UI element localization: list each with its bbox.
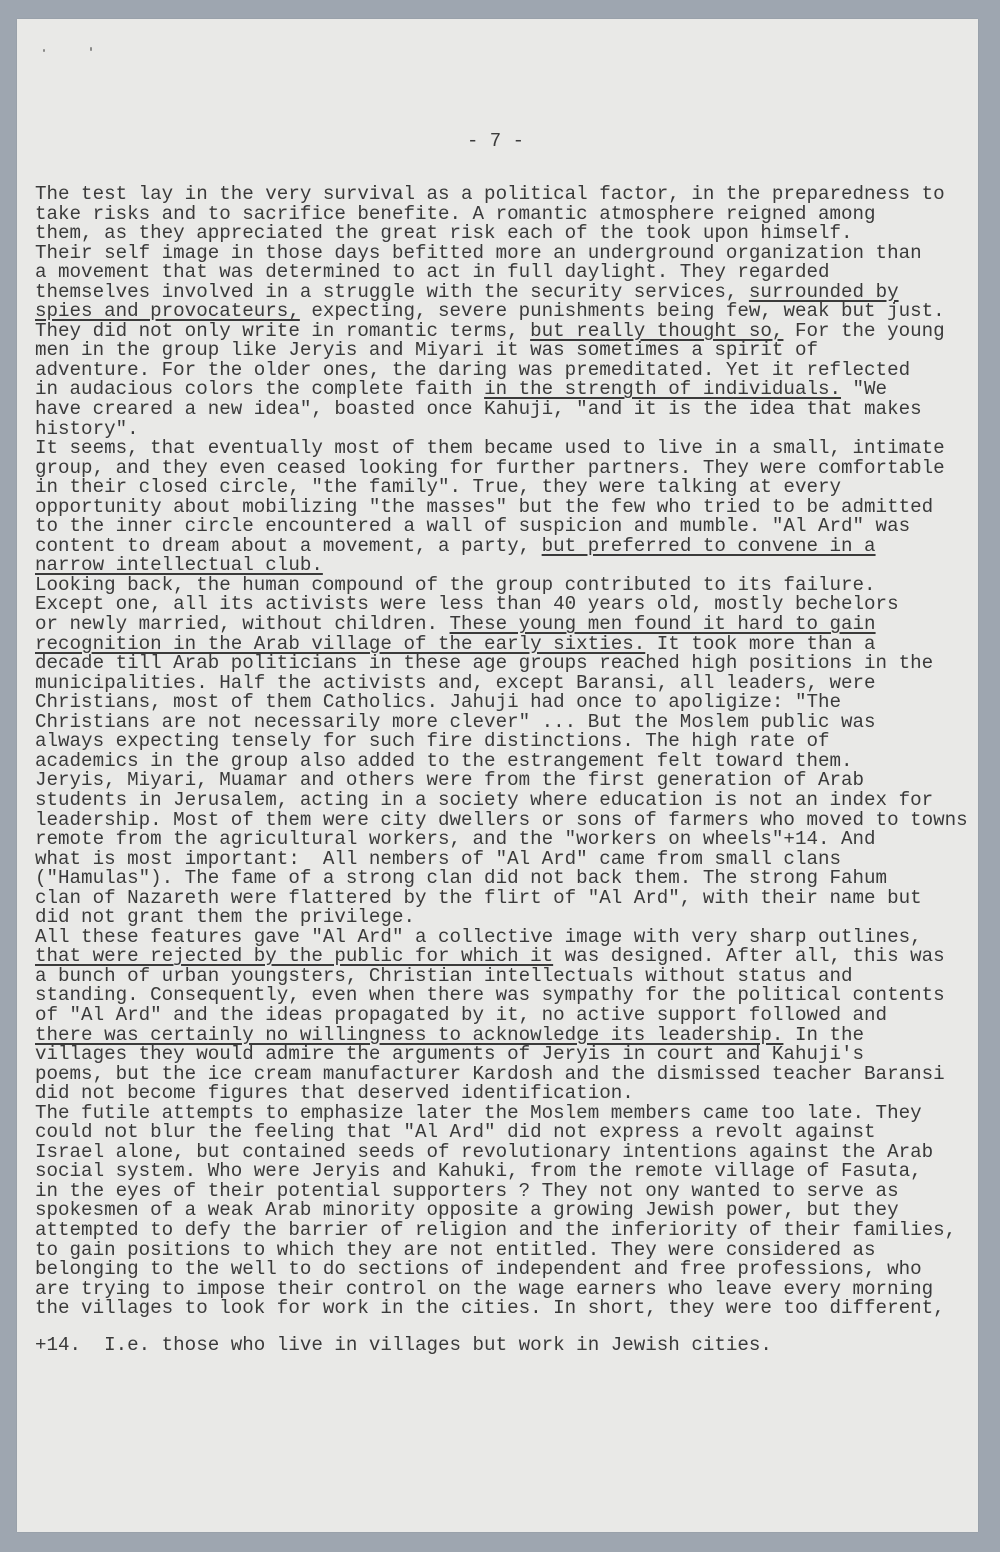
text-segment: history". — [35, 417, 139, 440]
text-segment: remote from the agricultural workers, and the "workers on wheels"+14. And — [35, 828, 876, 851]
underlined-text: in the strength of individuals. — [484, 378, 842, 401]
underlined-text: that were rejected by the public for which it — [35, 945, 554, 968]
text-segment: opportunity about mobilizing "the masses" but the few who tried to be admitted — [35, 495, 934, 518]
underlined-text: but preferred to convene in a — [541, 534, 876, 557]
text-segment: clan of Nazareth were flattered by the flirt of "Al Ard", with their name but — [35, 886, 922, 909]
text-segment: was designed. After all, this was — [553, 945, 945, 968]
text-segment: in the eyes of their potential supporters ? They not ony wanted to serve as — [35, 1179, 899, 1202]
text-segment: have creared a new idea", boasted once Kahuji, "and it is the idea that makes — [35, 398, 922, 421]
text-segment: in audacious colors the complete faith — [35, 378, 485, 401]
text-segment: could not blur the feeling that "Al Ard" did not express a revolt against — [35, 1121, 876, 1144]
underlined-text: surrounded by — [748, 280, 899, 303]
underlined-text: recognition in the Arab village of the early sixties. — [35, 632, 646, 655]
text-segment: of "Al Ard" and the ideas propagated by it, no active support followed and — [35, 1003, 888, 1026]
text-segment: villages they would admire the arguments of Jeryis in court and Kahuji's — [35, 1043, 865, 1066]
text-segment: themselves involved in a struggle with the security services, — [35, 280, 749, 303]
text-segment: leadership. Most of them were city dwellers or sons of farmers who moved to towns — [35, 808, 968, 831]
text-segment: to gain positions to which they are not entitled. They were considered as — [35, 1238, 876, 1261]
underlined-text: spies and provocateurs, — [35, 300, 300, 323]
text-segment: Christians, most of them Catholics. Jahuji had once to apoligize: "The — [35, 691, 842, 714]
text-segment: content to dream about a movement, a party, — [35, 534, 542, 557]
text-segment: the villages to look for work in the cities. In short, they were too different, — [35, 1297, 945, 1320]
text-segment: ("Hamulas"). The fame of a strong clan did not back them. The strong Fahum — [35, 867, 888, 890]
text-segment: The futile attempts to emphasize later the Moslem members came too late. They — [35, 1101, 922, 1124]
footnote: +14. I.e. those who live in villages but work in Jewish cities. — [35, 1334, 772, 1356]
text-segment: "We — [841, 378, 888, 401]
text-segment: social system. Who were Jeryis and Kahuki, from the remote village of Fasuta, — [35, 1160, 922, 1183]
text-segment: standing. Consequently, even when there was sympathy for the political contents — [35, 984, 945, 1007]
text-segment: Jeryis, Miyari, Muamar and others were from the first generation of Arab — [35, 769, 865, 792]
text-segment: It seems, that eventually most of them became used to live in a small, intimate — [35, 437, 945, 460]
text-segment: always expecting tensely for such fire distinctions. The high rate of — [35, 730, 830, 753]
text-segment: or newly married, without children. — [35, 613, 450, 636]
text-segment: expecting, severe punishments being few, weak but just. — [299, 300, 945, 323]
paper-speck — [43, 49, 45, 52]
text-segment: The test lay in the very survival as a political factor, in the preparedness to — [35, 183, 945, 205]
text-segment: municipalities. Half the activists and, except Baransi, all leaders, were — [35, 671, 876, 694]
text-segment: attempted to defy the barrier of religion and the inferiority of their families, — [35, 1218, 957, 1241]
text-segment: men in the group like Jeryis and Miyari it was sometimes a spirit of — [35, 339, 818, 362]
text-segment: Looking back, the human compound of the group contributed to its failure. — [35, 573, 876, 596]
text-segment: decade till Arab politicians in these age groups reached high positions in the — [35, 652, 934, 675]
paper-speck — [90, 47, 92, 51]
text-segment: For the young — [783, 319, 945, 342]
underlined-text: but really thought so, — [530, 319, 784, 342]
text-segment: All these features gave "Al Ard" a collective image with very sharp outlines, — [35, 925, 922, 948]
text-line — [35, 1299, 968, 1319]
text-line — [35, 400, 968, 420]
text-segment: Christians are not necessarily more clever" ... But the Moslem public was — [35, 710, 876, 733]
text-segment: It took more than a — [645, 632, 876, 655]
underlined-text: narrow intellectual club. — [35, 554, 323, 577]
body-text — [35, 185, 968, 1319]
page-number: - 7 - — [467, 130, 525, 152]
text-segment: Their self image in those days befitted more an underground organization than — [35, 241, 922, 264]
text-segment: take risks and to sacrifice benefite. A romantic atmosphere reigned among — [35, 202, 876, 225]
text-segment: poems, but the ice cream manufacturer Kardosh and the dismissed teacher Baransi — [35, 1062, 945, 1085]
text-segment: them, as they appreciated the great risk each of the took upon himself. — [35, 222, 853, 245]
text-segment: a movement that was determined to act in full daylight. They regarded — [35, 261, 830, 284]
text-segment: students in Jerusalem, acting in a society where education is not an index for — [35, 788, 934, 811]
underlined-text: These young men found it hard to gain — [449, 613, 876, 636]
text-segment: They did not only write in romantic terms, — [35, 319, 531, 342]
text-segment: In the — [783, 1023, 865, 1046]
text-segment: spokesmen of a weak Arab minority opposite a growing Jewish power, but they — [35, 1199, 899, 1222]
text-segment: are trying to impose their control on the wage earners who leave every morning — [35, 1277, 934, 1300]
text-segment: Israel alone, but contained seeds of revolutionary intentions against the Arab — [35, 1140, 934, 1163]
text-segment: belonging to the well to do sections of independent and free professions, who — [35, 1258, 922, 1281]
underlined-text: there was certainly no willingness to acknowledge its leadership. — [35, 1023, 784, 1046]
text-segment: Except one, all its activists were less than 40 years old, mostly bechelors — [35, 593, 899, 616]
text-segment: adventure. For the older ones, the daring was premeditated. Yet it reflected — [35, 358, 911, 381]
text-segment: what is most important: All nembers of "Al Ard" came from small clans — [35, 847, 842, 870]
text-segment: did not grant them the privilege. — [35, 906, 415, 929]
text-segment: in their closed circle, "the family". True, they were talking at every — [35, 476, 842, 499]
text-segment: did not become figures that deserved identification. — [35, 1082, 634, 1105]
text-segment: a bunch of urban youngsters, Christian intellectuals without status and — [35, 964, 853, 987]
text-segment: to the inner circle encountered a wall of suspicion and mumble. "Al Ard" was — [35, 515, 911, 538]
text-segment: group, and they even ceased looking for further partners. They were comfortable — [35, 456, 945, 479]
text-segment: academics in the group also added to the estrangement felt toward them. — [35, 749, 853, 772]
